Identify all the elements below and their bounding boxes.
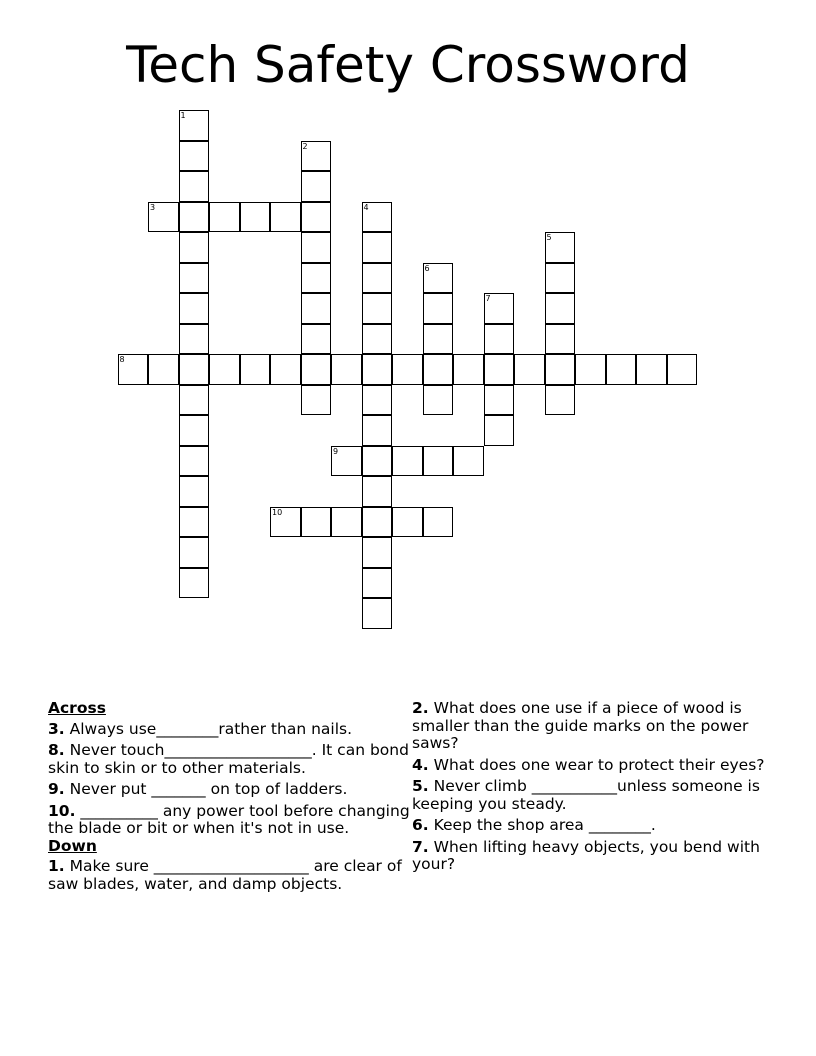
grid-cell[interactable] (331, 507, 362, 538)
clue-text: What does one use if a piece of wood is smaller than the guide marks on the power saws? (412, 699, 749, 752)
grid-cell[interactable] (179, 110, 210, 141)
grid-cell[interactable] (301, 171, 332, 202)
grid-cell[interactable] (545, 263, 576, 294)
grid-cell[interactable] (179, 507, 210, 538)
clue-down-6 (412, 817, 777, 835)
grid-cell[interactable] (179, 415, 210, 446)
grid-cell[interactable] (362, 324, 393, 355)
grid-cell[interactable] (240, 354, 271, 385)
grid-cell[interactable] (179, 232, 210, 263)
clue-text: Keep the shop area ________. (433, 816, 656, 834)
grid-cell[interactable] (179, 385, 210, 416)
clue-number: 2. (412, 699, 429, 717)
grid-cell[interactable] (179, 171, 210, 202)
grid-cell-number: 4 (363, 202, 369, 212)
grid-cell[interactable] (179, 202, 210, 233)
grid-cell[interactable] (331, 354, 362, 385)
grid-cell[interactable] (179, 568, 210, 599)
clue-across-9 (48, 781, 413, 799)
clue-down-2 (412, 700, 777, 753)
clue-number: 8. (48, 741, 65, 759)
grid-cell[interactable] (331, 446, 362, 477)
clue-number: 10. (48, 801, 76, 820)
grid-cell[interactable] (240, 202, 271, 233)
clues-right-column (412, 700, 777, 878)
across-heading: Across (48, 699, 106, 717)
grid-cell[interactable] (301, 263, 332, 294)
grid-cell-number: 3 (150, 202, 156, 212)
grid-cell[interactable] (453, 354, 484, 385)
grid-cell[interactable] (545, 324, 576, 355)
grid-cell[interactable] (362, 293, 393, 324)
grid-cell[interactable] (362, 202, 393, 233)
grid-cell[interactable] (423, 263, 454, 294)
clue-across-8 (48, 742, 413, 777)
grid-cell[interactable] (270, 507, 301, 538)
clue-across-10 (48, 803, 413, 838)
grid-cell-number: 7 (485, 294, 491, 303)
grid-cell[interactable] (362, 232, 393, 263)
grid-cell[interactable] (179, 354, 210, 385)
grid-cell[interactable] (362, 598, 393, 629)
grid-cell[interactable] (148, 202, 179, 233)
grid-cell[interactable] (484, 385, 515, 416)
grid-cell[interactable] (545, 385, 576, 416)
grid-cell-number: 10 (272, 507, 283, 517)
grid-cell[interactable] (209, 354, 240, 385)
grid-cell[interactable] (301, 324, 332, 355)
grid-cell[interactable] (484, 354, 515, 385)
grid-cell-number: 8 (119, 355, 125, 364)
grid-cell[interactable] (362, 507, 393, 538)
grid-cell[interactable] (209, 202, 240, 233)
grid-cell[interactable] (392, 446, 423, 477)
grid-cell-number: 1 (180, 111, 186, 120)
grid-cell[interactable] (667, 354, 698, 385)
grid-cell[interactable] (179, 324, 210, 355)
grid-cell[interactable] (362, 415, 393, 446)
grid-cell[interactable] (453, 446, 484, 477)
clue-text: When lifting heavy objects, you bend with your? (412, 837, 760, 873)
clue-number: 4. (412, 755, 429, 774)
clue-text: What does one wear to protect their eyes? (433, 755, 765, 774)
clue-down-1 (48, 858, 413, 893)
grid-cell[interactable] (270, 354, 301, 385)
page-title: Tech Safety Crossword (126, 36, 690, 94)
grid-cell[interactable] (606, 354, 637, 385)
down-heading: Down (48, 836, 97, 855)
grid-cell[interactable] (179, 476, 210, 507)
grid-cell[interactable] (636, 354, 667, 385)
grid-cell-number: 9 (333, 446, 339, 456)
grid-cell[interactable] (362, 537, 393, 568)
grid-cell[interactable] (362, 476, 393, 507)
grid-cell[interactable] (423, 507, 454, 538)
grid-cell[interactable] (392, 354, 423, 385)
grid-cell[interactable] (514, 354, 545, 385)
clue-number: 5. (412, 777, 429, 795)
grid-cell[interactable] (423, 385, 454, 416)
grid-cell[interactable] (362, 385, 393, 416)
grid-cell[interactable] (392, 507, 423, 538)
clue-text: Never touch___________________. It can bond skin to skin or to other materials. (48, 741, 409, 777)
grid-cell-number: 2 (302, 141, 308, 151)
grid-cell[interactable] (118, 354, 149, 385)
grid-cell[interactable] (484, 324, 515, 355)
grid-cell[interactable] (484, 293, 515, 324)
clue-text: Never put _______ on top of ladders. (69, 780, 348, 798)
grid-cell[interactable] (423, 354, 454, 385)
grid-cell[interactable] (148, 354, 179, 385)
grid-cell[interactable] (179, 263, 210, 294)
grid-cell[interactable] (545, 354, 576, 385)
grid-cell[interactable] (301, 232, 332, 263)
grid-cell[interactable] (301, 293, 332, 324)
grid-cell[interactable] (179, 293, 210, 324)
grid-cell[interactable] (362, 354, 393, 385)
grid-cell[interactable] (362, 568, 393, 599)
clue-text: Never climb ___________unless someone is keeping you steady. (412, 777, 760, 813)
grid-cell[interactable] (362, 263, 393, 294)
clue-down-4 (412, 757, 777, 775)
grid-cell-number: 6 (424, 263, 430, 273)
grid-cell[interactable] (270, 202, 301, 233)
grid-cell[interactable] (545, 293, 576, 324)
clue-number: 6. (412, 816, 429, 834)
grid-cell[interactable] (301, 202, 332, 233)
grid-cell[interactable] (179, 537, 210, 568)
clue-number: 1. (48, 857, 65, 875)
grid-cell[interactable] (179, 141, 210, 172)
grid-cell[interactable] (301, 507, 332, 538)
clues-left-column (48, 700, 413, 897)
grid-cell[interactable] (423, 446, 454, 477)
clue-text: Always use________rather than nails. (69, 719, 353, 738)
grid-cell[interactable] (423, 293, 454, 324)
grid-cell[interactable] (179, 446, 210, 477)
grid-cell[interactable] (484, 415, 515, 446)
clue-number: 3. (48, 719, 65, 738)
grid-cell[interactable] (575, 354, 606, 385)
grid-cell[interactable] (301, 385, 332, 416)
grid-cell-number: 5 (546, 233, 552, 242)
clue-text: Make sure ____________________ are clear of saw blades, water, and damp objects. (48, 857, 402, 893)
clue-across-3 (48, 721, 413, 739)
clue-number: 9. (48, 780, 65, 798)
grid-cell[interactable] (301, 354, 332, 385)
clue-down-5 (412, 778, 777, 813)
clue-text: __________ any power tool before changing the blade or bit or when it's not in use. (48, 801, 410, 837)
clue-number: 7. (412, 837, 429, 856)
grid-cell[interactable] (301, 141, 332, 172)
grid-cell[interactable] (423, 324, 454, 355)
grid-cell[interactable] (362, 446, 393, 477)
grid-cell[interactable] (545, 232, 576, 263)
clue-down-7 (412, 839, 777, 874)
